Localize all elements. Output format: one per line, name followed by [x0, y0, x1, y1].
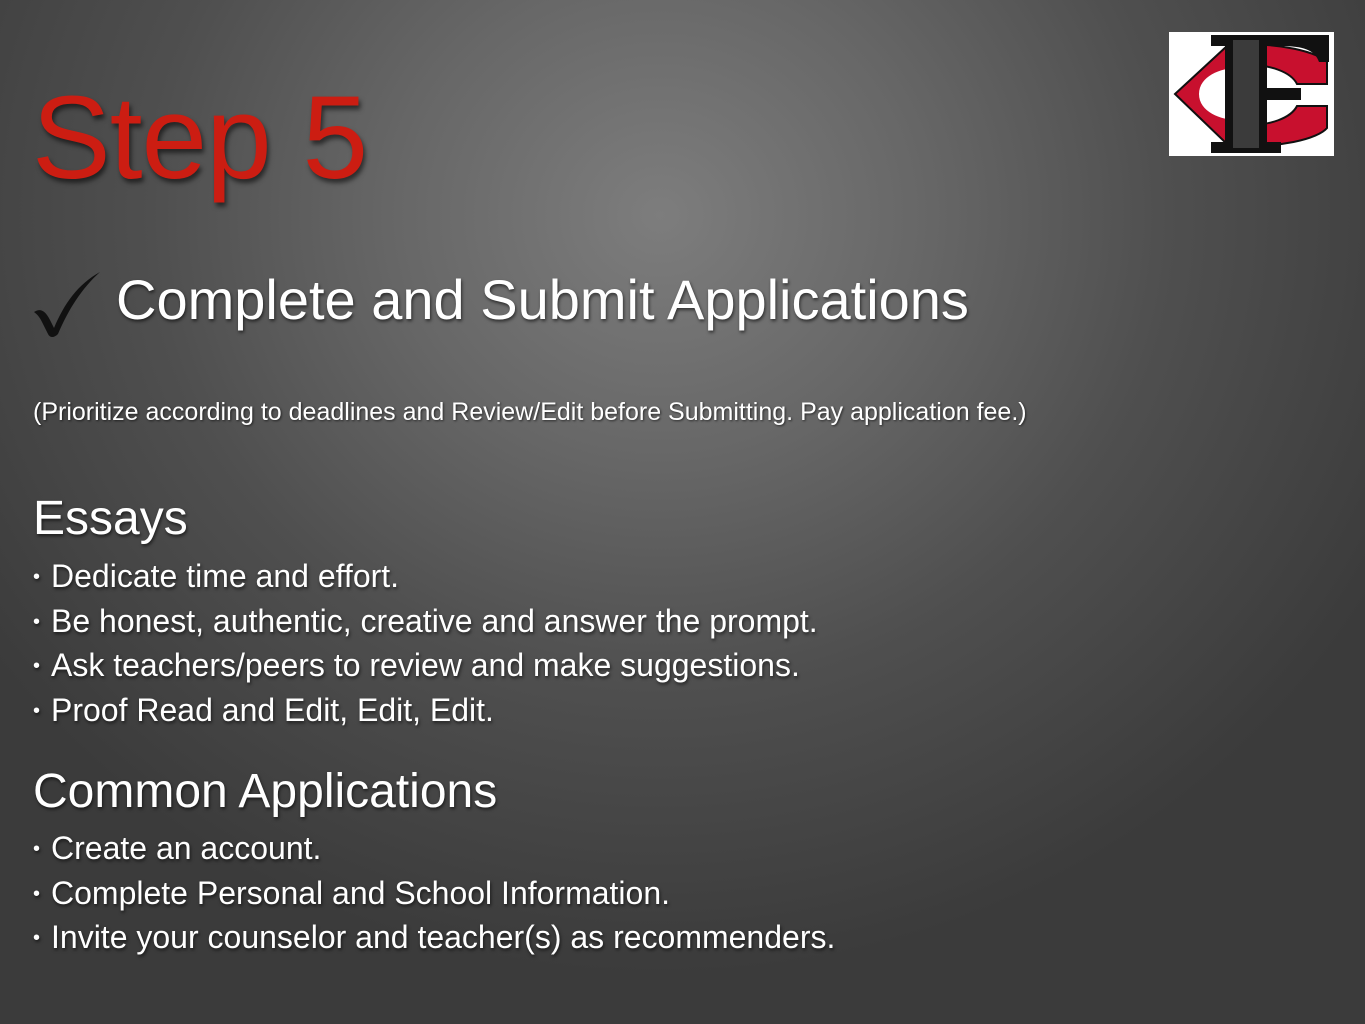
list-item-text: Be honest, authentic, creative and answer the prompt.	[51, 602, 818, 639]
list-item	[33, 872, 835, 917]
bullet-icon: •	[33, 566, 41, 588]
list-item	[33, 555, 818, 600]
list-item	[33, 827, 835, 872]
common-applications-list	[33, 827, 835, 961]
list-item	[33, 644, 818, 689]
list-item	[33, 600, 818, 645]
common-applications-heading: Common Applications	[33, 765, 498, 818]
slide-title: Step 5	[32, 72, 368, 204]
bullet-icon: •	[33, 610, 41, 633]
bullet-icon: •	[33, 882, 41, 905]
subtitle-row	[30, 268, 969, 340]
list-item-text: Create an account.	[51, 830, 322, 866]
school-logo	[1169, 32, 1334, 156]
bullet-icon: •	[33, 927, 41, 949]
essays-list	[33, 555, 818, 733]
essays-heading: Essays	[33, 492, 188, 545]
list-item-text: Complete Personal and School Information.	[51, 874, 671, 911]
list-item	[33, 916, 835, 961]
list-item-text: Invite your counselor and teacher(s) as recommenders.	[51, 919, 836, 955]
bullet-icon: •	[33, 699, 41, 722]
bullet-icon: •	[33, 655, 41, 677]
slide-subtitle: Complete and Submit Applications	[116, 268, 969, 331]
priority-note: (Prioritize according to deadlines and Review/Edit before Submitting. Pay application fee.)	[33, 398, 1027, 426]
list-item-text: Dedicate time and effort.	[51, 558, 400, 594]
list-item-text: Proof Read and Edit, Edit, Edit.	[51, 691, 494, 728]
list-item	[33, 689, 818, 734]
bullet-icon: •	[33, 838, 41, 860]
list-item-text: Ask teachers/peers to review and make suggestions.	[51, 647, 800, 683]
checkmark-icon	[30, 268, 102, 340]
